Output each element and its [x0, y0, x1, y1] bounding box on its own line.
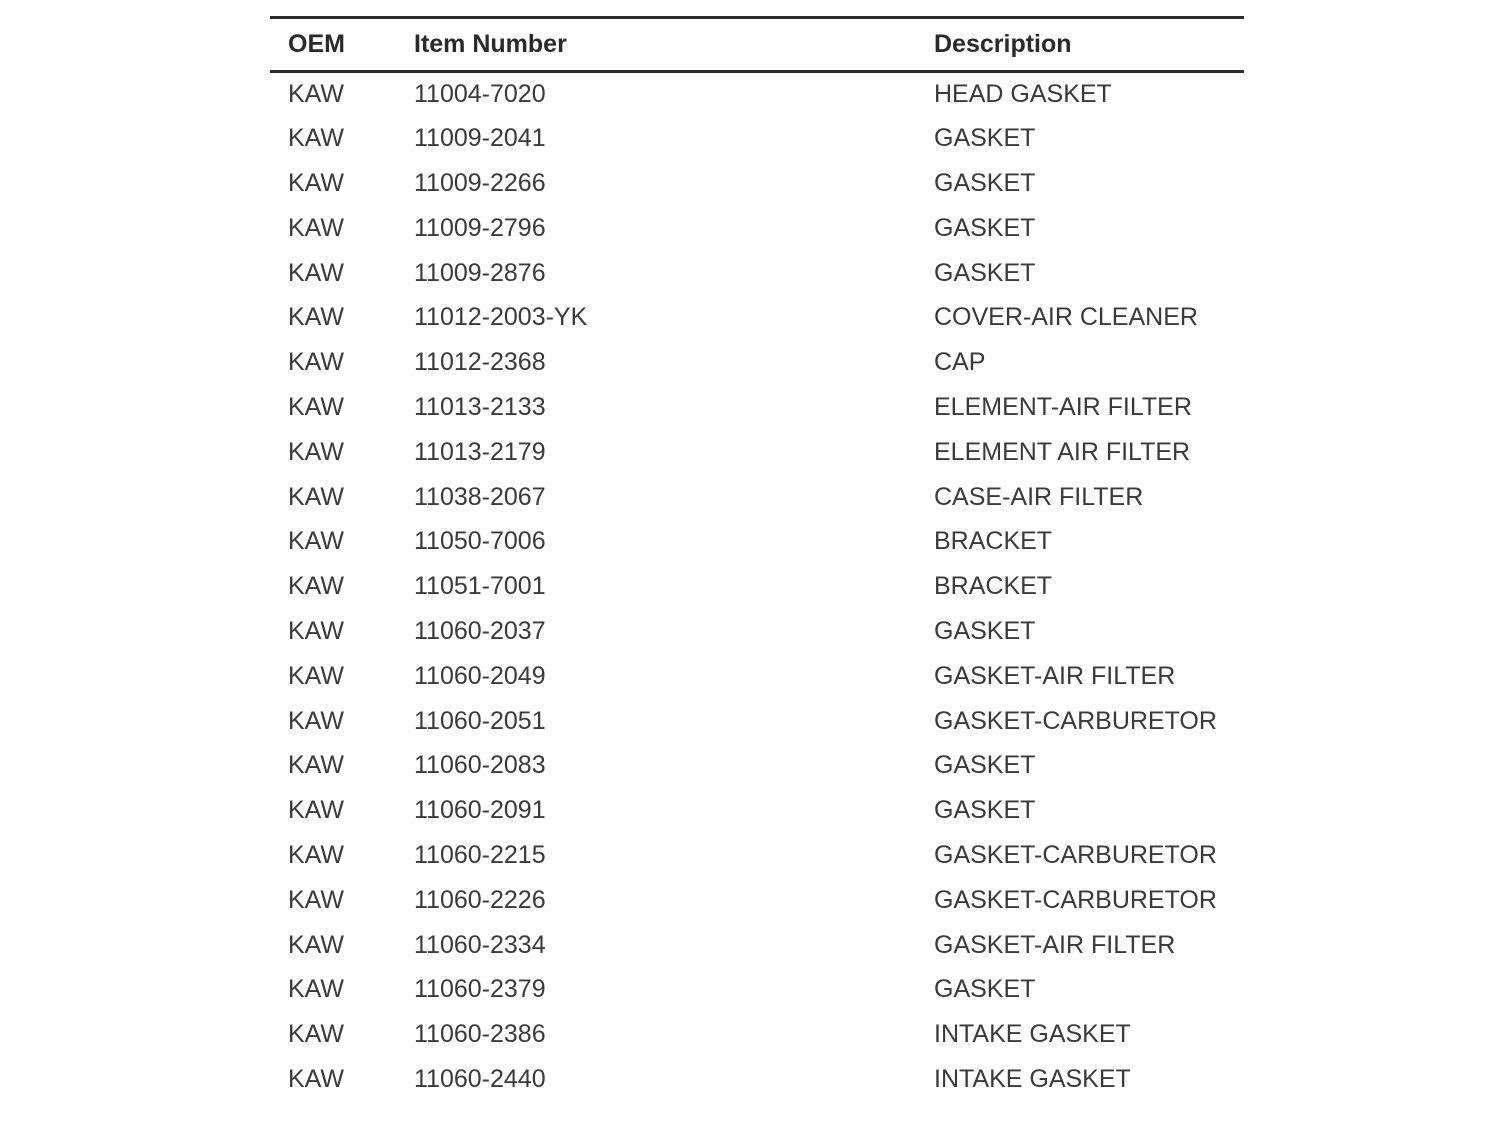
cell-item-number: 11004-7020 — [414, 80, 546, 109]
table-row — [270, 161, 1244, 206]
table-row — [270, 1057, 1244, 1102]
cell-oem: KAW — [288, 124, 345, 153]
cell-description: GASKET — [934, 616, 1036, 645]
cell-oem: KAW — [288, 796, 345, 825]
cell-oem: KAW — [288, 616, 345, 645]
table-row — [270, 340, 1244, 385]
cell-description: ELEMENT-AIR FILTER — [934, 392, 1192, 421]
cell-description: GASKET-CARBURETOR — [934, 706, 1217, 735]
cell-oem: KAW — [288, 168, 345, 197]
table-row — [270, 743, 1244, 788]
cell-oem: KAW — [288, 706, 345, 735]
table-row — [270, 251, 1244, 296]
cell-oem: KAW — [288, 930, 345, 959]
cell-description: GASKET-CARBURETOR — [934, 840, 1217, 869]
cell-description: GASKET — [934, 124, 1036, 153]
cell-description: GASKET-CARBURETOR — [934, 885, 1217, 914]
cell-description: ELEMENT AIR FILTER — [934, 437, 1191, 466]
table-row — [270, 609, 1244, 654]
cell-description: GASKET — [934, 258, 1036, 287]
cell-item-number: 11060-2440 — [414, 1064, 546, 1093]
table-body — [270, 72, 1244, 1102]
cell-item-number: 11060-2386 — [414, 1020, 546, 1049]
table-row — [270, 788, 1244, 833]
cell-item-number: 11013-2133 — [414, 392, 546, 421]
cell-oem: KAW — [288, 303, 345, 332]
cell-description: GASKET — [934, 796, 1036, 825]
cell-description: GASKET-AIR FILTER — [934, 661, 1176, 690]
cell-item-number: 11060-2037 — [414, 616, 546, 645]
cell-oem: KAW — [288, 1064, 345, 1093]
cell-item-number: 11013-2179 — [414, 437, 546, 466]
cell-item-number: 11060-2379 — [414, 975, 546, 1004]
cell-oem: KAW — [288, 840, 345, 869]
header-description: Description — [934, 18, 1244, 72]
cell-item-number: 11050-7006 — [414, 527, 546, 556]
cell-item-number: 11060-2083 — [414, 751, 546, 780]
cell-oem: KAW — [288, 392, 345, 421]
cell-description: COVER-AIR CLEANER — [934, 303, 1198, 332]
table-row — [270, 967, 1244, 1012]
cell-item-number: 11009-2876 — [414, 258, 546, 287]
cell-oem: KAW — [288, 751, 345, 780]
cell-oem: KAW — [288, 975, 345, 1004]
table-row — [270, 878, 1244, 923]
cell-oem: KAW — [288, 661, 345, 690]
header-row — [270, 18, 1244, 72]
cell-description: BRACKET — [934, 572, 1053, 601]
table-row — [270, 564, 1244, 609]
cell-item-number: 11060-2215 — [414, 840, 546, 869]
table-row — [270, 519, 1244, 564]
table-row — [270, 699, 1244, 744]
cell-item-number: 11038-2067 — [414, 482, 546, 511]
table-row — [270, 116, 1244, 161]
cell-oem: KAW — [288, 348, 345, 377]
cell-oem: KAW — [288, 213, 345, 242]
table-row — [270, 430, 1244, 475]
cell-description: CASE-AIR FILTER — [934, 482, 1144, 511]
table-row — [270, 923, 1244, 968]
cell-oem: KAW — [288, 437, 345, 466]
table-header — [270, 18, 1244, 72]
table-row — [270, 206, 1244, 251]
table-row — [270, 654, 1244, 699]
cell-oem: KAW — [288, 572, 345, 601]
cell-description: GASKET — [934, 975, 1036, 1004]
cell-item-number: 11060-2091 — [414, 796, 546, 825]
parts-table — [270, 16, 1244, 1102]
cell-item-number: 11051-7001 — [414, 572, 546, 601]
header-item-number: Item Number — [414, 18, 934, 72]
header-oem: OEM — [270, 18, 414, 72]
cell-item-number: 11060-2051 — [414, 706, 546, 735]
cell-description: GASKET-AIR FILTER — [934, 930, 1176, 959]
cell-item-number: 11012-2368 — [414, 348, 546, 377]
cell-description: GASKET — [934, 213, 1036, 242]
cell-item-number: 11009-2041 — [414, 124, 546, 153]
table-row — [270, 72, 1244, 117]
cell-description: BRACKET — [934, 527, 1053, 556]
cell-oem: KAW — [288, 527, 345, 556]
cell-oem: KAW — [288, 1020, 345, 1049]
cell-description: GASKET — [934, 168, 1036, 197]
cell-oem: KAW — [288, 482, 345, 511]
table-row — [270, 833, 1244, 878]
cell-item-number: 11009-2796 — [414, 213, 546, 242]
cell-description: HEAD GASKET — [934, 80, 1112, 109]
cell-item-number: 11009-2266 — [414, 168, 546, 197]
cell-description: INTAKE GASKET — [934, 1064, 1131, 1093]
cell-item-number: 11012-2003-YK — [414, 303, 588, 332]
cell-description: INTAKE GASKET — [934, 1020, 1131, 1049]
table-row — [270, 295, 1244, 340]
cell-description: GASKET — [934, 751, 1036, 780]
cell-item-number: 11060-2226 — [414, 885, 546, 914]
table-row — [270, 1012, 1244, 1057]
cell-oem: KAW — [288, 885, 345, 914]
table-row — [270, 385, 1244, 430]
cell-item-number: 11060-2049 — [414, 661, 546, 690]
table-row — [270, 475, 1244, 520]
cell-description: CAP — [934, 348, 986, 377]
cell-item-number: 11060-2334 — [414, 930, 546, 959]
cell-oem: KAW — [288, 80, 345, 109]
cell-oem: KAW — [288, 258, 345, 287]
